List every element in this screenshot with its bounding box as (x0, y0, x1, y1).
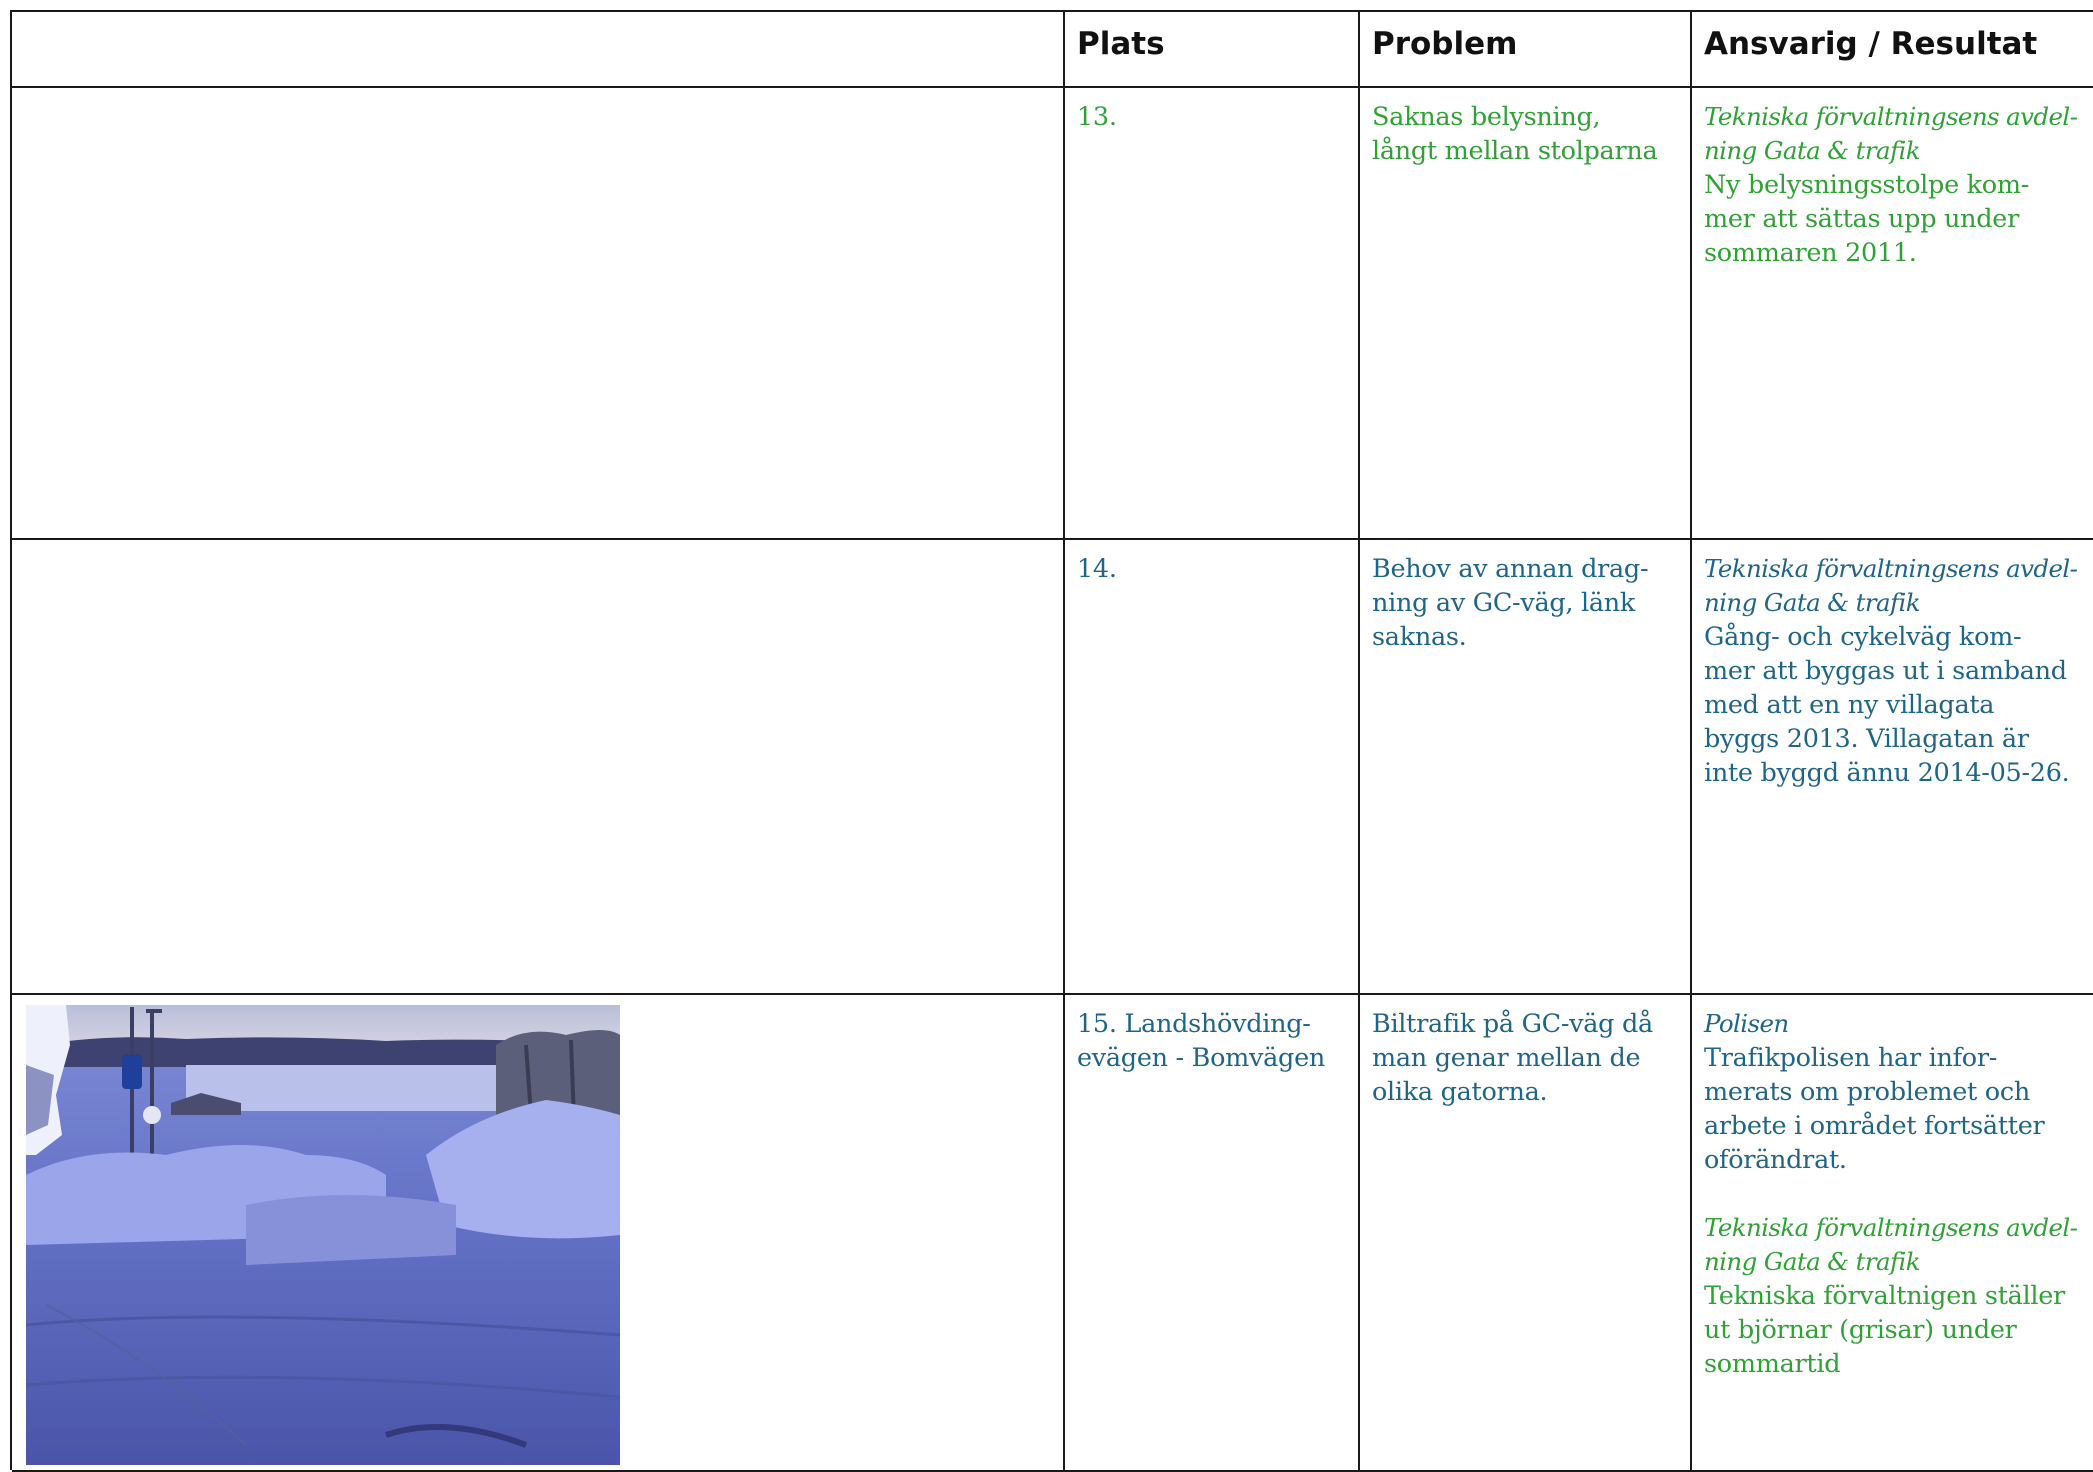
header-cell-empty (12, 12, 1065, 88)
result-line: inte byggd ännu 2014-05-26. (1704, 758, 2070, 788)
result-line: oförändrat. (1704, 1145, 1847, 1175)
problem-line: Biltrafik på GC-väg då (1372, 1009, 1653, 1039)
result-line: med att en ny villagata (1704, 690, 1995, 720)
problem-line: olika gatorna. (1372, 1077, 1548, 1107)
winter-road-photo (26, 1005, 620, 1465)
row-14-image-cell (12, 538, 1065, 995)
header-plats: Plats (1063, 12, 1360, 88)
result-line: Trafikpolisen har infor- (1704, 1043, 1998, 1073)
row-15-responsible (1690, 993, 2093, 1472)
problem-line: Saknas belysning, (1372, 102, 1601, 132)
snow-scene-illustration (26, 1005, 620, 1465)
plats-line: evägen - Bomvägen (1077, 1043, 1325, 1073)
problem-line: långt mellan stolparna (1372, 136, 1658, 166)
responsible-org: ning Gata & trafik (1704, 1247, 1920, 1276)
row-14-responsible (1690, 538, 2093, 995)
row-13-responsible (1690, 86, 2093, 540)
row-15-problem (1358, 993, 1692, 1472)
problem-line: man genar mellan de (1372, 1043, 1641, 1073)
problem-line: ning av GC-väg, länk (1372, 588, 1636, 618)
problem-line: Behov av annan drag- (1372, 554, 1649, 584)
row-15-plats (1063, 993, 1360, 1472)
result-line: Tekniska förvaltnigen ställer (1704, 1281, 2065, 1311)
plats-line: 14. (1077, 554, 1117, 584)
result-line: merats om problemet och (1704, 1077, 2030, 1107)
responsible-org: Tekniska förvaltningsens avdel- (1704, 102, 2078, 131)
result-line: ut björnar (grisar) under (1704, 1315, 2017, 1345)
responsible-org: ning Gata & trafik (1704, 136, 1920, 165)
row-14-problem (1358, 538, 1692, 995)
plats-line: 13. (1077, 102, 1117, 132)
row-14-plats (1063, 538, 1360, 995)
results-table (10, 10, 2093, 1470)
result-line: mer att sättas upp under (1704, 204, 2019, 234)
result-line: sommaren 2011. (1704, 238, 1917, 268)
row-13-plats (1063, 86, 1360, 540)
responsible-org: Tekniska förvaltningsens avdel- (1704, 1213, 2078, 1242)
result-line: byggs 2013. Villagatan är (1704, 724, 2029, 754)
result-line: mer att byggas ut i samband (1704, 656, 2067, 686)
result-line: Ny belysningsstolpe kom- (1704, 170, 2030, 200)
plats-line: 15. Landshövding- (1077, 1009, 1311, 1039)
result-line: Gång- och cykelväg kom- (1704, 622, 2022, 652)
spacer (1704, 1177, 2093, 1211)
result-line: sommartid (1704, 1349, 1841, 1379)
result-line: arbete i området fortsätter (1704, 1111, 2045, 1141)
row-13-problem (1358, 86, 1692, 540)
responsible-org: Polisen (1704, 1009, 1789, 1038)
header-problem: Problem (1358, 12, 1692, 88)
responsible-org: ning Gata & trafik (1704, 588, 1920, 617)
row-13-image-cell (12, 86, 1065, 540)
responsible-org: Tekniska förvaltningsens avdel- (1704, 554, 2078, 583)
problem-line: saknas. (1372, 622, 1467, 652)
header-responsible: Ansvarig / Resultat (1690, 12, 2093, 88)
